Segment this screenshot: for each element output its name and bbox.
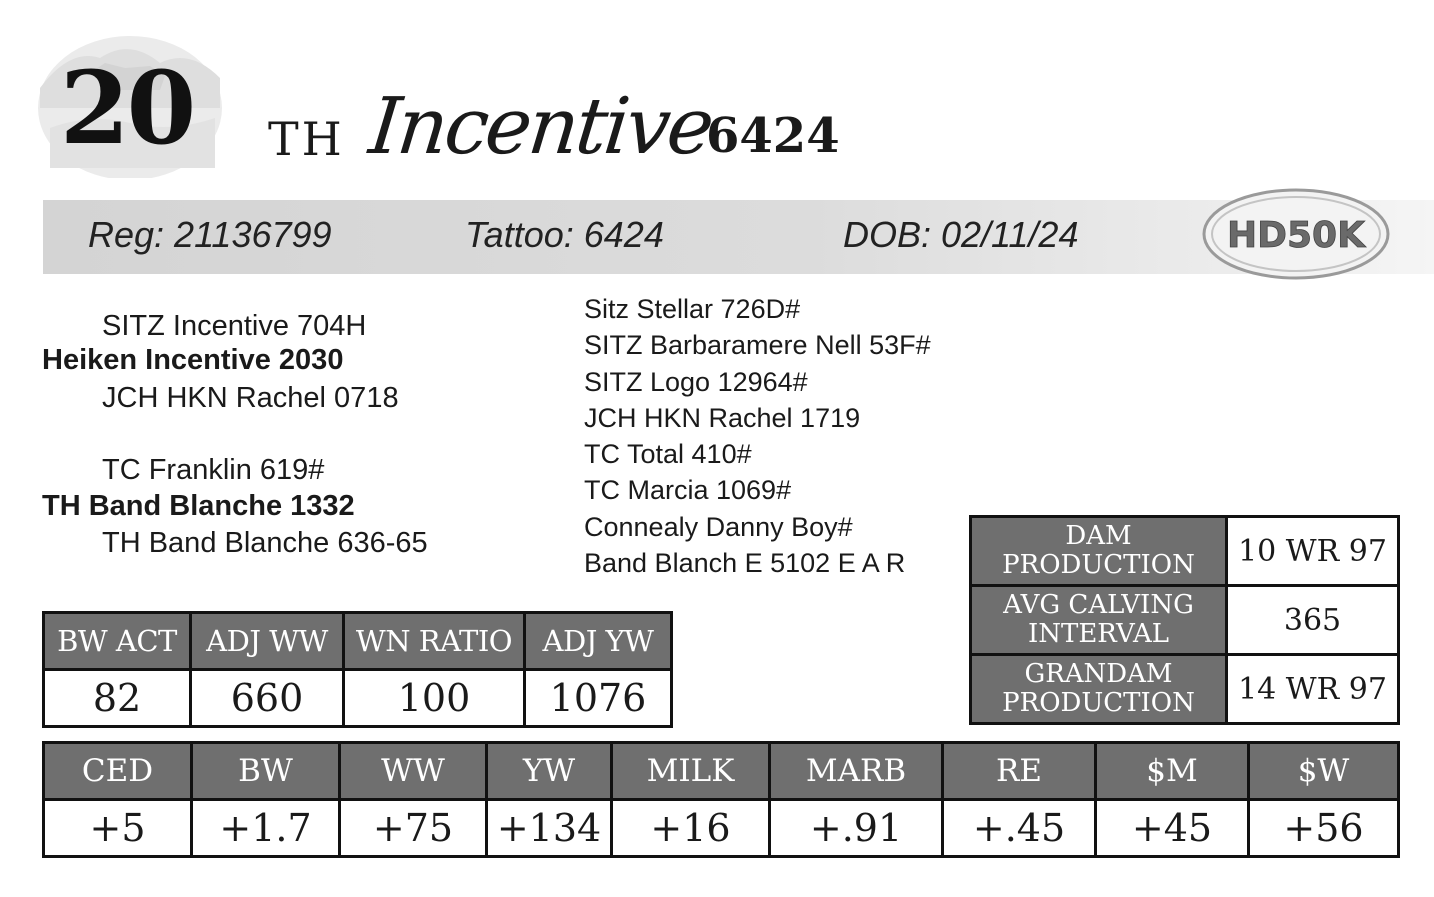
hd50k-badge-text: HD50K xyxy=(1226,215,1366,256)
tattoo: Tattoo: 6424 xyxy=(465,214,664,255)
performance-value-cell: 660 xyxy=(191,670,344,727)
dam-stats-value: 365 xyxy=(1227,586,1399,655)
sire-sire: SITZ Incentive 704H xyxy=(102,310,367,342)
epd-header-cell: RE xyxy=(943,743,1096,800)
epd-value-cell: +5 xyxy=(44,800,192,857)
animal-name-main: Incentive xyxy=(365,82,716,172)
dam-stats-label: AVG CALVING INTERVAL xyxy=(971,586,1227,655)
epd-value-cell: +.91 xyxy=(770,800,943,857)
performance-header-cell: ADJ YW xyxy=(525,613,672,670)
dam-stats-label: DAM PRODUCTION xyxy=(971,517,1227,586)
ancestor-line: JCH HKN Rachel 1719 xyxy=(584,403,861,433)
performance-table xyxy=(42,611,673,728)
dam-stats-row xyxy=(971,586,1399,655)
epd-value-cell: +45 xyxy=(1096,800,1249,857)
epd-header-cell: $W xyxy=(1249,743,1399,800)
epd-header-cell: WW xyxy=(340,743,487,800)
ancestor-line: Sitz Stellar 726D# xyxy=(584,294,801,324)
date-of-birth: DOB: 02/11/24 xyxy=(843,214,1079,255)
sire-dam: JCH HKN Rachel 0718 xyxy=(102,382,399,414)
sire: Heiken Incentive 2030 xyxy=(42,344,344,376)
dam: TH Band Blanche 1332 xyxy=(42,490,355,522)
performance-header-cell: BW ACT xyxy=(44,613,191,670)
epd-value-row xyxy=(44,800,1399,857)
dam-sire: TC Franklin 619# xyxy=(102,454,325,486)
epd-header-cell: CED xyxy=(44,743,192,800)
epd-header-cell: YW xyxy=(487,743,612,800)
performance-value-cell: 100 xyxy=(344,670,525,727)
epd-header-row xyxy=(44,743,1399,800)
animal-name-prefix: TH xyxy=(268,112,345,166)
epd-value-cell: +.45 xyxy=(943,800,1096,857)
hd50k-badge-icon xyxy=(1201,186,1391,282)
epd-value-cell: +134 xyxy=(487,800,612,857)
epd-header-cell: MARB xyxy=(770,743,943,800)
ancestor-line: Band Blanch E 5102 E A R xyxy=(584,548,906,578)
epd-header-cell: MILK xyxy=(612,743,770,800)
dam-stats-value: 14 WR 97 xyxy=(1227,655,1399,724)
performance-header-row xyxy=(44,613,672,670)
dam-stats-label: GRANDAM PRODUCTION xyxy=(971,655,1227,724)
ancestor-line: TC Total 410# xyxy=(584,439,752,469)
epd-table xyxy=(42,741,1400,858)
animal-name-number: 6424 xyxy=(706,108,840,164)
ancestor-line: SITZ Barbaramere Nell 53F# xyxy=(584,330,931,360)
epd-value-cell: +1.7 xyxy=(192,800,340,857)
performance-value-row xyxy=(44,670,672,727)
performance-header-cell: ADJ WW xyxy=(191,613,344,670)
epd-value-cell: +75 xyxy=(340,800,487,857)
performance-header-cell: WN RATIO xyxy=(344,613,525,670)
dam-stats-value: 10 WR 97 xyxy=(1227,517,1399,586)
epd-header-cell: BW xyxy=(192,743,340,800)
registration-number: Reg: 21136799 xyxy=(88,214,332,255)
epd-header-cell: $M xyxy=(1096,743,1249,800)
ancestor-line: TC Marcia 1069# xyxy=(584,475,792,505)
performance-value-cell: 1076 xyxy=(525,670,672,727)
epd-value-cell: +16 xyxy=(612,800,770,857)
dam-stats-row xyxy=(971,517,1399,586)
ancestor-line: SITZ Logo 12964# xyxy=(584,367,808,397)
ancestor-line: Connealy Danny Boy# xyxy=(584,512,853,542)
performance-value-cell: 82 xyxy=(44,670,191,727)
registration-info-bar xyxy=(43,200,1434,274)
epd-value-cell: +56 xyxy=(1249,800,1399,857)
dam-dam: TH Band Blanche 636-65 xyxy=(102,527,428,559)
dam-stats-row xyxy=(971,655,1399,724)
lot-number: 20 xyxy=(60,49,194,167)
dam-stats-table xyxy=(969,515,1400,725)
